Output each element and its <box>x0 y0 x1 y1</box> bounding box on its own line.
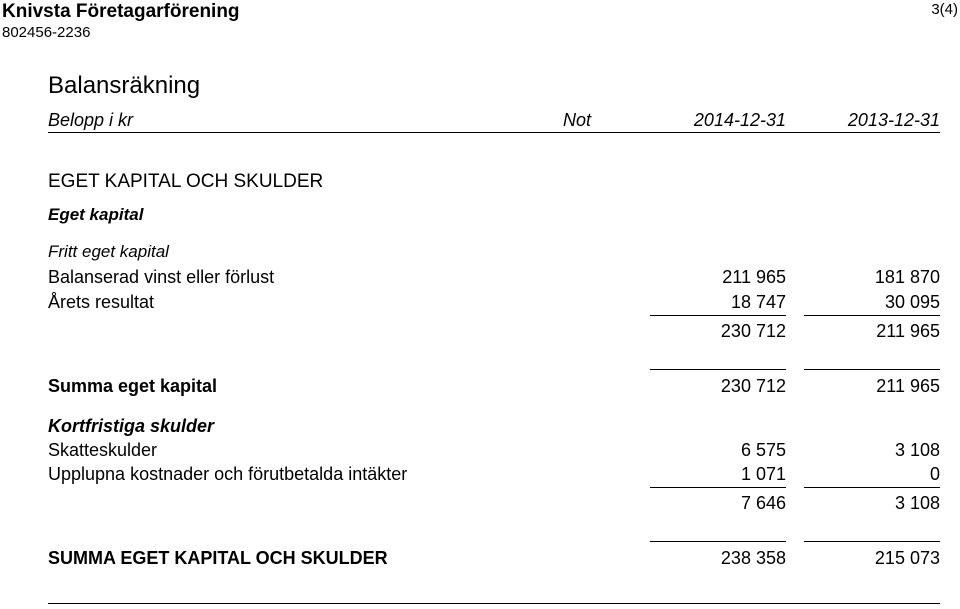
equity-subtotal-previous: 211 965 <box>876 321 940 341</box>
liability-row-label: Skatteskulder <box>48 440 158 460</box>
header-rule <box>48 132 940 133</box>
liabilities-subtotal-previous: 3 108 <box>894 493 940 513</box>
equity-row-label: Årets resultat <box>48 292 155 312</box>
equity-subtotal-current: 230 712 <box>720 321 786 341</box>
liability-row-previous: 0 <box>929 464 940 484</box>
org-number: 802456-2236 <box>2 24 91 41</box>
current-year-header: 2014-12-31 <box>693 110 786 130</box>
grand-total-rule-current <box>650 541 786 542</box>
liability-row-current: 6 575 <box>740 440 786 460</box>
liability-row-previous: 3 108 <box>894 440 940 460</box>
grand-total-previous: 215 073 <box>874 548 940 568</box>
equity-row-current: 18 747 <box>730 292 786 312</box>
liabilities-rule-current <box>650 487 786 488</box>
amount-label-header: Belopp i kr <box>48 110 134 130</box>
equity-row-current: 211 965 <box>722 267 786 287</box>
grand-total-current: 238 358 <box>720 548 786 568</box>
liability-row-current: 1 071 <box>740 464 786 484</box>
subtotal-rule-current <box>650 315 786 316</box>
total-rule-previous <box>804 369 940 370</box>
note-column-header: Not <box>563 110 592 130</box>
equity-total-previous: 211 965 <box>876 376 940 396</box>
report-title: Balansräkning <box>48 72 201 99</box>
equity-row-label: Balanserad vinst eller förlust <box>48 267 275 287</box>
liabilities-subtotal-current: 7 646 <box>740 493 786 513</box>
liabilities-heading: Kortfristiga skulder <box>48 416 215 436</box>
equity-total-label: Summa eget kapital <box>48 376 218 396</box>
equity-row-previous: 181 870 <box>874 267 940 287</box>
free-equity-heading: Fritt eget kapital <box>48 242 169 261</box>
page-number: 3(4) <box>931 1 958 18</box>
company-name: Knivsta Företagarförening <box>2 1 240 22</box>
total-rule-current <box>650 369 786 370</box>
liabilities-rule-previous <box>804 487 940 488</box>
grand-total-label: SUMMA EGET KAPITAL OCH SKULDER <box>48 548 388 568</box>
liability-row-label: Upplupna kostnader och förutbetalda intäkter <box>48 464 408 484</box>
previous-year-header: 2013-12-31 <box>847 110 940 130</box>
grand-total-rule-previous <box>804 541 940 542</box>
equity-total-current: 230 712 <box>720 376 786 396</box>
subtotal-rule-previous <box>804 315 940 316</box>
section-heading: EGET KAPITAL OCH SKULDER <box>48 171 324 192</box>
footer-rule <box>48 603 940 604</box>
equity-heading: Eget kapital <box>48 205 144 224</box>
equity-row-previous: 30 095 <box>884 292 940 312</box>
